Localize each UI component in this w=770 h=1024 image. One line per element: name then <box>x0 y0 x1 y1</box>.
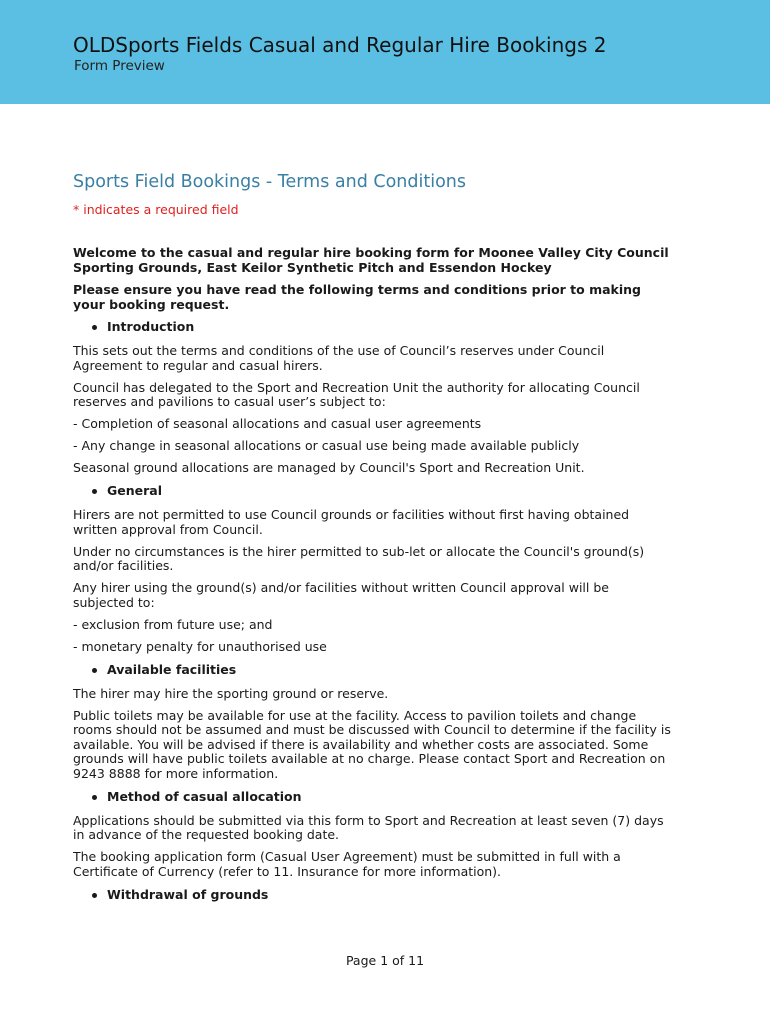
page-number: Page 1 of 11 <box>345 953 425 968</box>
paragraph: Any hirer using the ground(s) and/or facilities without written Council approval will be subjected to: <box>73 580 609 610</box>
paragraph: The hirer may hire the sporting ground or reserve. <box>73 685 389 701</box>
heading-casual-allocation: Method of casual allocation <box>91 789 673 804</box>
heading-withdrawal-of-grounds: Withdrawal of grounds <box>91 887 673 902</box>
paragraph: Under no circumstances is the hirer permitted to sub-let or allocate the Council's ground(s) and/or facilities. <box>73 543 645 573</box>
form-content <box>73 170 673 912</box>
required-field-note: * indicates a required field <box>73 202 239 217</box>
paragraph: - Any change in seasonal allocations or casual use being made available publicly <box>73 438 580 453</box>
paragraph: - Completion of seasonal allocations and casual user agreements <box>73 416 482 431</box>
paragraph: Public toilets may be available for use at the facility. Access to pavilion toilets and change rooms should not be assumed and must be discussed with Council to determine if the facility is available. You will be advised if there is availability and whether costs are associated. Some grounds will have public toilets available at no charge. Please contact Sport and Recreation on 9243 8888 for more information. <box>73 707 671 781</box>
heading-available-facilities: Available facilities <box>91 662 673 677</box>
paragraph: Applications should be submitted via this form to Sport and Recreation at least seven (7) days in advance of the requested booking date. <box>73 812 664 842</box>
paragraph: Hirers are not permitted to use Council grounds or facilities without first having obtained written approval from Council. <box>73 507 630 537</box>
page-header <box>0 0 770 104</box>
form-title: OLDSports Fields Casual and Regular Hire Bookings 2 <box>73 33 607 57</box>
form-subtitle: Form Preview <box>74 58 165 74</box>
welcome-text: Welcome to the casual and regular hire booking form for Moonee Valley City Council Sporting Grounds, East Keilor Synthetic Pitch and Essendon Hockey <box>73 245 669 275</box>
paragraph: - exclusion from future use; and <box>73 616 273 632</box>
paragraph: - monetary penalty for unauthorised use <box>73 638 327 654</box>
ensure-text: Please ensure you have read the following terms and conditions prior to making your booking request. <box>73 282 641 312</box>
paragraph: The booking application form (Casual User Agreement) must be submitted in full with a Certificate of Currency (refer to 11. Insurance for more information). <box>73 849 621 879</box>
paragraph: Seasonal ground allocations are managed by Council's Sport and Recreation Unit. <box>73 460 585 475</box>
intro-block <box>73 245 673 312</box>
paragraph: Council has delegated to the Sport and Recreation Unit the authority for allocating Council reserves and pavilions to casual user’s subject to: <box>73 379 640 409</box>
heading-general: General <box>91 483 673 498</box>
section-title: Sports Field Bookings - Terms and Conditions <box>73 172 466 192</box>
heading-introduction: Introduction <box>91 319 673 334</box>
paragraph: This sets out the terms and conditions of the use of Council’s reserves under Council Agreement to regular and casual hirers. <box>73 343 605 373</box>
